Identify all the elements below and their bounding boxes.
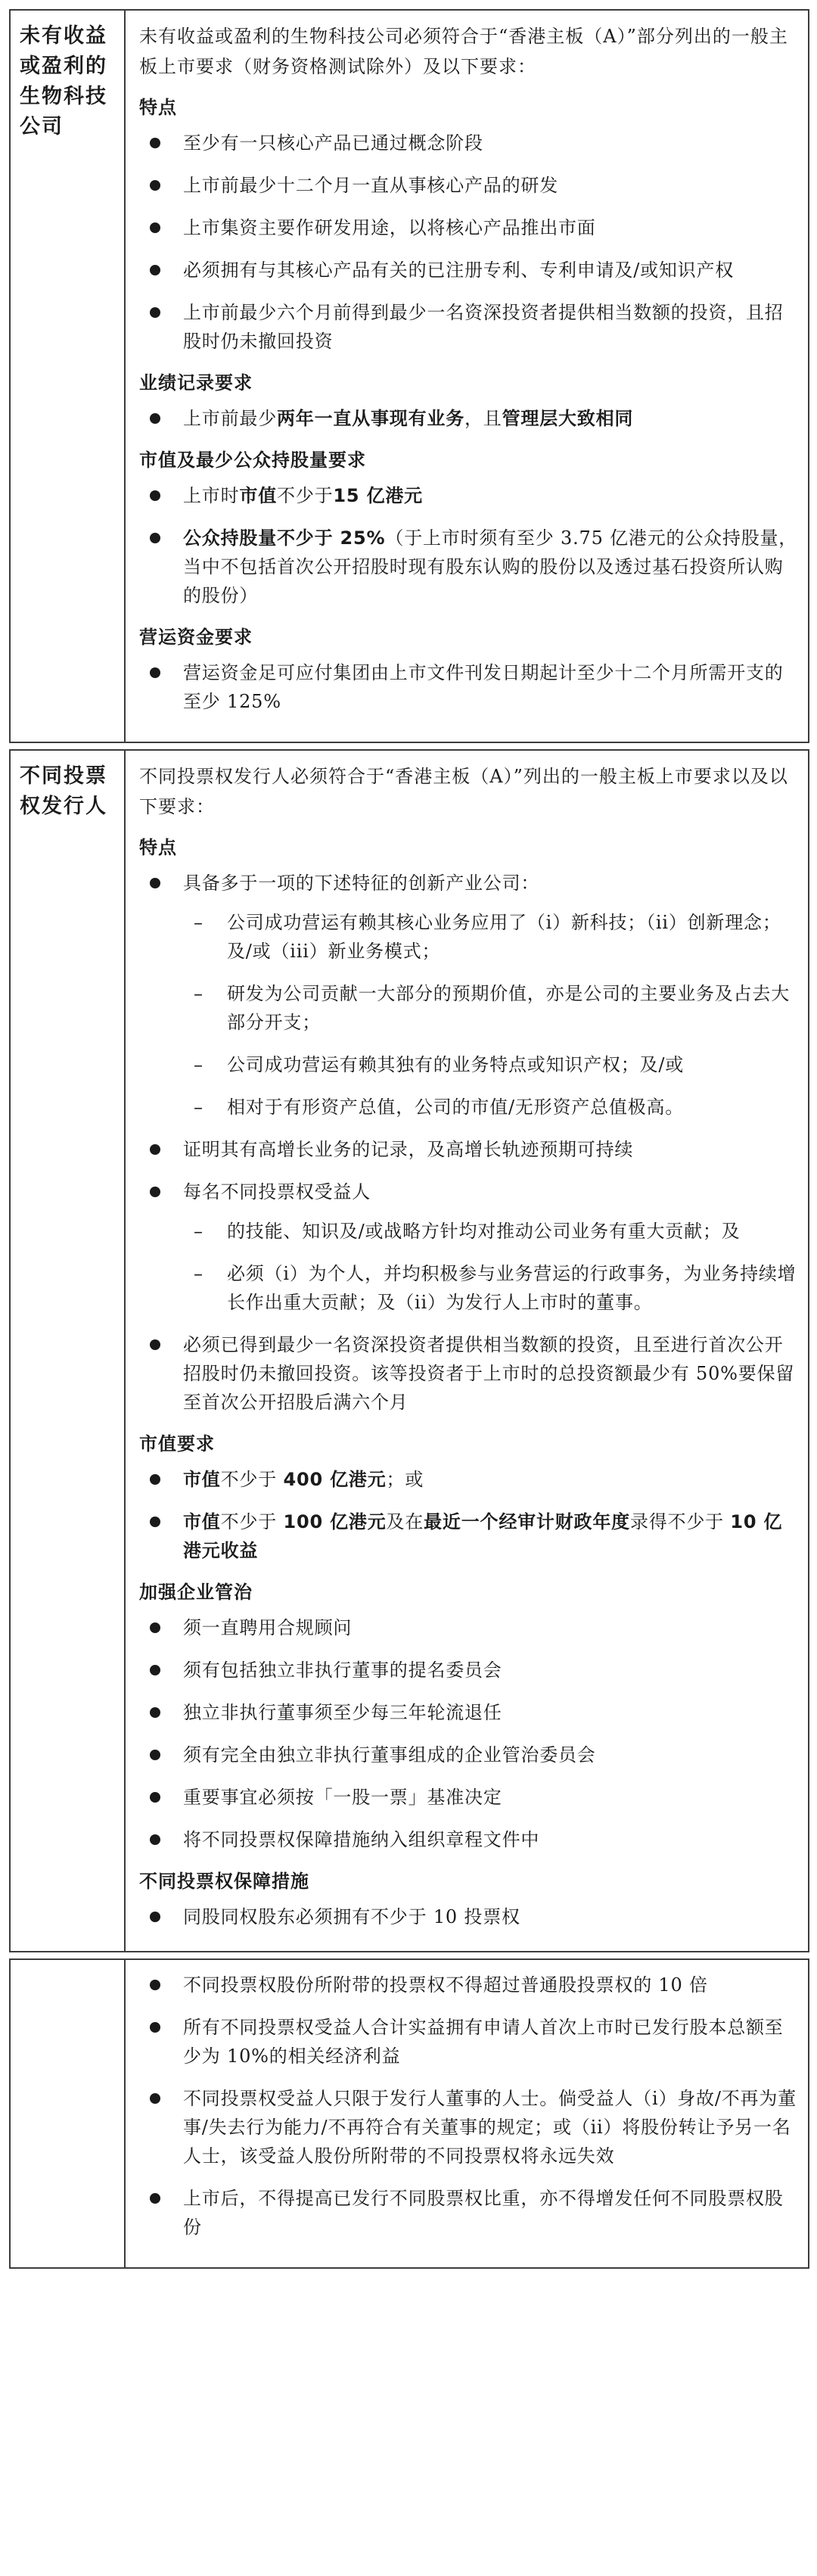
protection-list xyxy=(139,1902,799,1931)
section-label: 未有收益或盈利的生物科技公司 xyxy=(11,11,126,742)
text-bold: 最近一个经审计财政年度 xyxy=(424,1511,630,1532)
features-list xyxy=(139,869,799,1417)
text-bold: 市值 xyxy=(239,485,278,506)
protection-list xyxy=(139,1971,799,2242)
mcap-list xyxy=(139,481,799,610)
list-item: 上市前最少十二个月一直从事核心产品的研发 xyxy=(139,171,799,200)
list-item: 所有不同投票权受益人合计实益拥有申请人首次上市时已发行股本总额至少为 10%的相关经济利益 xyxy=(139,2013,799,2070)
list-item: 须有包括独立非执行董事的提名委员会 xyxy=(139,1656,799,1685)
text: 上市前最少 xyxy=(183,408,277,429)
list-item xyxy=(139,481,799,510)
sub-item: – 必须（i）为个人，并均积极参与业务营运的行政事务，为业务持续增长作出重大贡献；及（ii）为发行人上市时的董事。 xyxy=(183,1259,799,1317)
heading-features: 特点 xyxy=(139,97,177,118)
mcap-list xyxy=(139,1465,799,1565)
sub-item: – 公司成功营运有赖其独有的业务特点或知识产权；及/或 xyxy=(183,1050,799,1079)
wc-list xyxy=(139,658,799,716)
list-item: 独立非执行董事须至少每三年轮流退任 xyxy=(139,1698,799,1727)
list-item xyxy=(139,1507,799,1565)
section-content xyxy=(126,1960,808,2267)
text: ；或 xyxy=(386,1469,424,1490)
list-item: 将不同投票权保障措施纳入组织章程文件中 xyxy=(139,1825,799,1854)
list-item: 须一直聘用合规顾问 xyxy=(139,1613,799,1642)
list-item: 证明其有高增长业务的记录，及高增长轨迹预期可持续 xyxy=(139,1135,799,1164)
list-item: 必须已得到最少一名资深投资者提供相当数额的投资，且至进行首次公开招股时仍未撤回投资。该等投资者于上市时的总投资额最少有 50%要保留至首次公开招股后满六个月 xyxy=(139,1330,799,1417)
heading-wvr-protection: 不同投票权保障措施 xyxy=(139,1871,309,1892)
list-item: 同股同权股东必须拥有不少于 10 投票权 xyxy=(139,1902,799,1931)
list-item xyxy=(139,1178,799,1317)
text: ，且 xyxy=(464,408,502,429)
section-wvr xyxy=(9,749,809,1952)
text: 具备多于一项的下述特征的创新产业公司： xyxy=(183,873,540,894)
text: 上市时 xyxy=(183,485,240,506)
text-bold: 15 亿港元 xyxy=(333,485,423,506)
text-bold: 管理层大致相同 xyxy=(502,408,634,429)
list-item: 须有完全由独立非执行董事组成的企业管治委员会 xyxy=(139,1741,799,1769)
heading-working-capital: 营运资金要求 xyxy=(139,627,253,648)
heading-track-record: 业绩记录要求 xyxy=(139,372,253,394)
list-item: 不同投票权受益人只限于发行人董事的人士。倘受益人（i）身故/不再为董事/失去行为能力/不再符合有关董事的规定；或（ii）将股份转让予另一名人士，该受益人股份所附带的不同投票权将永远失效 xyxy=(139,2084,799,2170)
list-item: 上市后，不得提高已发行不同股票权比重，亦不得增发任何不同股票权股份 xyxy=(139,2184,799,2242)
text-bold: 市值 xyxy=(183,1511,221,1532)
sub-item: – 公司成功营运有赖其核心业务应用了（i）新科技；（ii）创新理念；及/或（iii）新业务模式； xyxy=(183,908,799,966)
list-item: 上市集资主要作研发用途，以将核心产品推出市面 xyxy=(139,213,799,242)
section-label-empty xyxy=(11,1960,126,2267)
heading-governance: 加强企业管治 xyxy=(139,1582,253,1603)
text: 及在 xyxy=(386,1511,424,1532)
text: 不少于 xyxy=(220,1469,284,1490)
list-item xyxy=(139,404,799,433)
list-item xyxy=(139,869,799,1122)
list-item: 必须拥有与其核心产品有关的已注册专利、专利申请及/或知识产权 xyxy=(139,256,799,285)
governance-list xyxy=(139,1613,799,1854)
features-list xyxy=(139,129,799,356)
list-item: 营运资金足可应付集团由上市文件刊发日期起计至少十二个月所需开支的至少 125% xyxy=(139,658,799,716)
section-content xyxy=(126,751,808,1951)
text: （于上市时须有至少 3.75 亿港元的公众持股量，当中不包括首次公开招股时现有股东认购的股份以及透过基石投资所认购的股份） xyxy=(183,527,798,606)
track-list xyxy=(139,404,799,433)
text-bold: 公众持股量不少于 25% xyxy=(183,527,386,549)
heading-features: 特点 xyxy=(139,837,177,858)
heading-market-cap: 市值要求 xyxy=(139,1433,215,1454)
list-item: 上市前最少六个月前得到最少一名资深投资者提供相当数额的投资，且招股时仍未撤回投资 xyxy=(139,298,799,356)
list-item xyxy=(139,1465,799,1494)
text-bold: 市值 xyxy=(183,1469,221,1490)
heading-market-cap: 市值及最少公众持股量要求 xyxy=(139,450,366,471)
text-bold: 100 亿港元 xyxy=(283,1511,387,1532)
section-label: 不同投票权发行人 xyxy=(11,751,126,1951)
text: 录得不少于 xyxy=(629,1511,731,1532)
list-item: 至少有一只核心产品已通过概念阶段 xyxy=(139,129,799,157)
text-bold: 两年一直从事现有业务 xyxy=(277,408,464,429)
text: 不少于 xyxy=(220,1511,284,1532)
sub-list xyxy=(183,1217,799,1317)
sub-item: – 的技能、知识及/或战略方针均对推动公司业务有重大贡献；及 xyxy=(183,1217,799,1246)
section-wvr-continued xyxy=(9,1958,809,2269)
page xyxy=(9,9,809,2269)
text: 不少于 xyxy=(277,485,334,506)
list-item xyxy=(139,524,799,610)
section-biotech xyxy=(9,9,809,743)
text: 每名不同投票权受益人 xyxy=(183,1181,371,1202)
sub-list xyxy=(183,908,799,1122)
section-intro: 未有收益或盈利的生物科技公司必须符合于“香港主板（A）”部分列出的一般主板上市要求（财务资格测试除外）及以下要求： xyxy=(139,26,788,77)
list-item: 重要事宜必须按「一股一票」基准决定 xyxy=(139,1783,799,1812)
sub-item: – 研发为公司贡献一大部分的预期价值，亦是公司的主要业务及占去大部分开支； xyxy=(183,979,799,1037)
list-item: 不同投票权股份所附带的投票权不得超过普通股投票权的 10 倍 xyxy=(139,1971,799,1999)
text-bold: 400 亿港元 xyxy=(283,1469,387,1490)
text-bold: 10 亿港元收益 xyxy=(183,1511,783,1561)
section-intro: 不同投票权发行人必须符合于“香港主板（A）”列出的一般主板上市要求以及以下要求： xyxy=(139,766,788,817)
sub-item: – 相对于有形资产总值，公司的市值/无形资产总值极高。 xyxy=(183,1093,799,1122)
section-content xyxy=(126,11,808,742)
